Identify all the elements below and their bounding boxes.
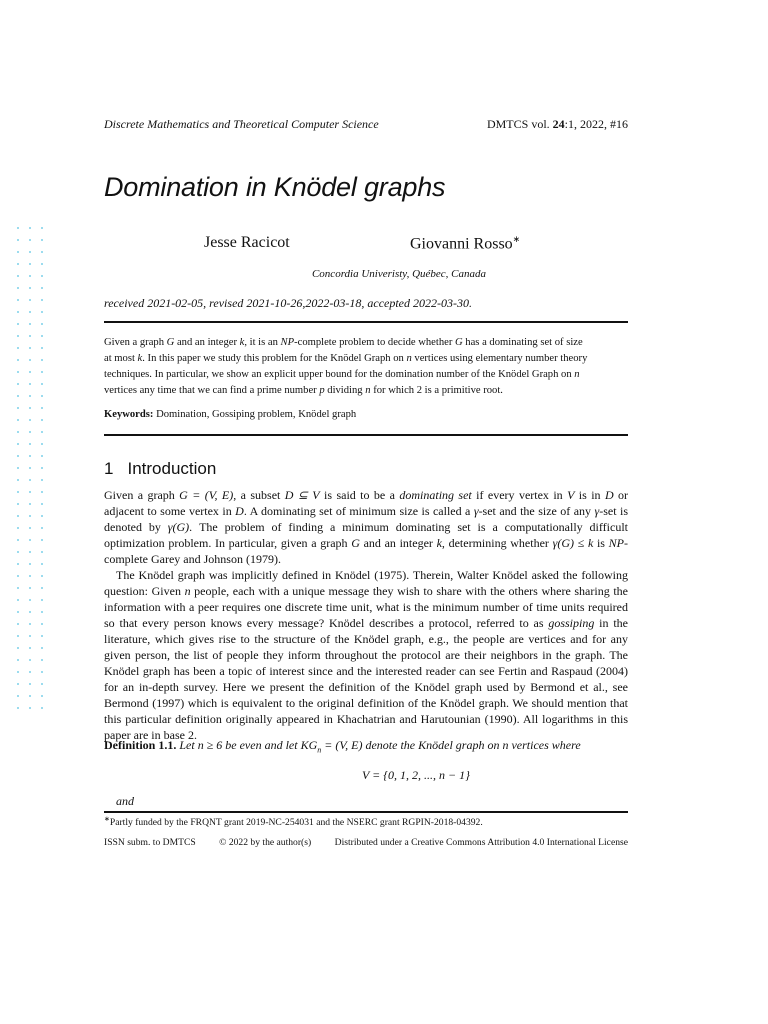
page-footer [104, 837, 628, 848]
journal-name: Discrete Mathematics and Theoretical Computer Science [104, 117, 379, 131]
copyright: © 2022 by the author(s) [219, 837, 312, 848]
abstract-bottom-rule [104, 434, 628, 436]
received-dates: received 2021-02-05, revised 2021-10-26,2022-03-18, accepted 2022-03-30. [104, 296, 473, 310]
affiliation: Concordia Univeristy, Québec, Canada [311, 268, 487, 280]
keywords: Keywords: Domination, Gossiping problem, Knödel graph [104, 409, 357, 420]
volume-info: DMTCS vol. 24:1, 2022, #16 [486, 117, 628, 131]
section-heading: 1 Introduction [104, 459, 217, 478]
margin-dot-pattern [12, 222, 48, 710]
paragraph: Given a graph G = (V, E), a subset D ⊆ V is said to be a dominating set if every vertex in V is in D or adjacent to some vertex in D. A dominating set of minimum size is called a γ-set and the size of any γ-set is denoted by γ(G). The problem of finding a minimum dominating set is a computationally difficult optimization problem. In particular, given a graph G and an integer k, determining whether γ(G) ≤ k is NP-complete Garey and Johnson (1979). [104, 488, 629, 566]
footnote-rule [104, 811, 628, 813]
author-rosso: Giovanni Rosso∗ [410, 234, 521, 253]
license: Distributed under a Creative Commons Attribution 4.0 International License [334, 837, 628, 848]
paragraph: The Knödel graph was implicitly defined in Knödel (1975). Therein, Walter Knödel asked the following question: Given n people, each with a unique message they wish to share with the others where sharing the information with a peer requires one discrete time unit, what is the minimum number of time units required so that every person knows every message? Knödel describes a protocol, referred to as gossiping in the literature, which gives rise to the structure of the Knödel graph, e.g., the people are vertices and for any given person, the list of people they inform throughout the protocol are their neighbors in the graph. The Knödel graph has been a topic of interest since and the interested reader can see Fertin and Raspaud (2004) for an in-depth survey. Here we present the definition of the Knödel graph used by Bermond et al., see Bermond (1997) which is equivalent to the original definition of the Knödel graph. We should mention that this particular definition originally appeared in Khachatrian and Harutounian (1990). All logarithms in this paper are in base 2. [104, 568, 628, 742]
and-text: and [116, 794, 134, 808]
abstract: Given a graph G and an integer k, it is an NP-complete problem to decide whether G has a dominating set of size at most k. In this paper we study this problem for the Knödel Graph on n vertices using elementary number theory techniques. In particular, we show an explicit upper bound for the domination number of the Knödel Graph on n vertices any time that we can find a prime number p dividing n for which 2 is a primitive root. [104, 337, 588, 396]
footnote-mark: ∗ [512, 234, 521, 244]
keywords-label: Keywords: [104, 409, 154, 420]
abstract-top-rule [104, 321, 628, 323]
vertex-set-equation: V = {0, 1, 2, ..., n − 1} [362, 768, 470, 782]
author-racicot: Jesse Racicot [204, 234, 290, 251]
paper-title: Domination in Knödel graphs [104, 172, 446, 202]
introduction-body [104, 487, 628, 743]
definition: Definition 1.1. Let n ≥ 6 be even and let $KG_n = (V$, E) denote the Knödel graph on n vertices where [104, 738, 581, 755]
issn: ISSN subm. to DMTCS [104, 837, 196, 848]
funding-footnote: ∗Partly funded by the FRQNT grant 2019-NC-254031 and the NSERC grant RGPIN-2018-04392. [104, 815, 483, 829]
